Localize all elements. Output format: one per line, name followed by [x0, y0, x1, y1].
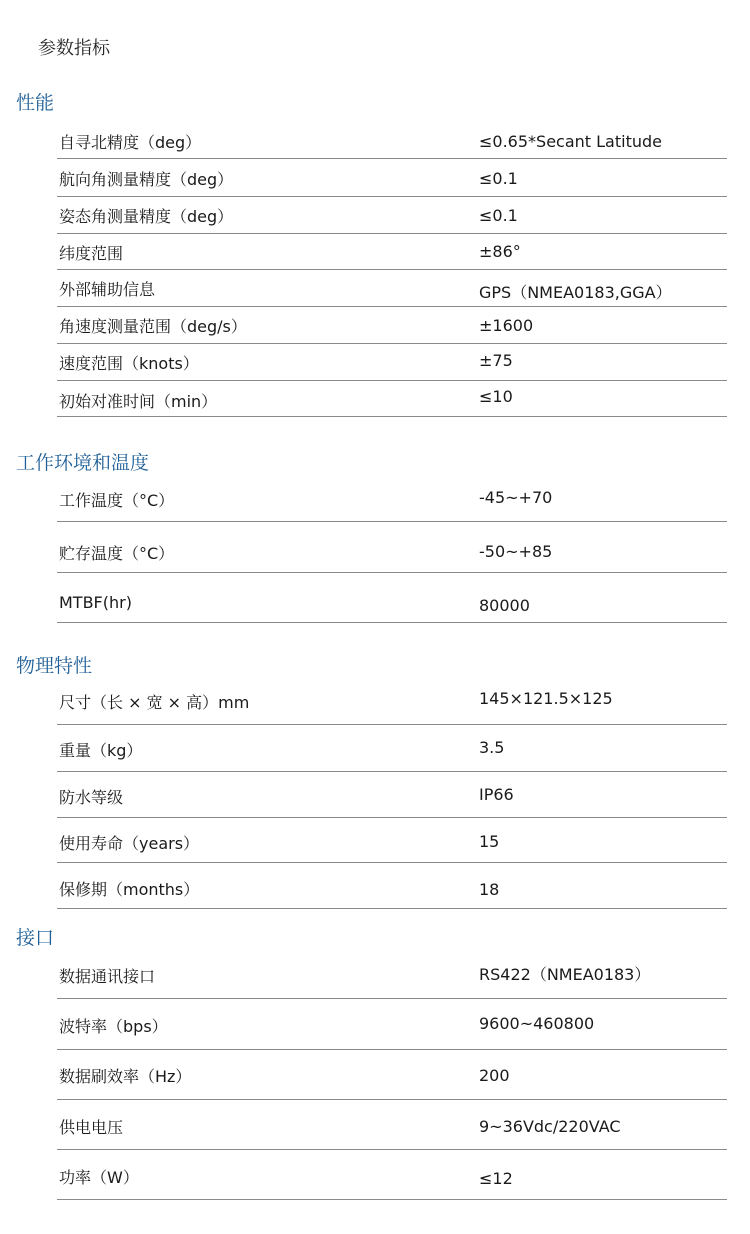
spec-label: 数据通讯接口: [59, 967, 156, 986]
spec-row: [57, 124, 727, 159]
section-title-performance: 性能: [16, 92, 55, 114]
spec-row: [57, 573, 727, 623]
spec-row: [57, 675, 727, 725]
spec-value: GPS（NMEA0183,GGA）: [479, 283, 672, 302]
spec-row: [57, 1050, 727, 1100]
spec-value: ≤12: [479, 1169, 513, 1188]
spec-row: [57, 470, 727, 522]
spec-value: 3.5: [479, 738, 505, 757]
spec-label: 速度范围（knots）: [59, 354, 199, 373]
spec-value: 80000: [479, 596, 530, 615]
page-title: 参数指标: [38, 38, 110, 59]
spec-row: [57, 270, 727, 307]
spec-label: 工作温度（°C）: [59, 491, 175, 510]
spec-label: 贮存温度（°C）: [59, 544, 175, 563]
spec-value: -50~+85: [479, 542, 553, 561]
spec-label: MTBF(hr): [59, 593, 132, 612]
spec-row: [57, 999, 727, 1050]
spec-value: 200: [479, 1066, 510, 1085]
spec-row: [57, 772, 727, 818]
spec-label: 重量（kg）: [59, 741, 143, 760]
spec-value: ±1600: [479, 316, 534, 335]
spec-label: 数据刷效率（Hz）: [59, 1067, 192, 1086]
section-title-physical: 物理特性: [16, 655, 93, 677]
spec-row: [57, 197, 727, 234]
spec-value: IP66: [479, 785, 514, 804]
spec-row: [57, 381, 727, 417]
spec-value: ≤0.65*Secant Latitude: [479, 132, 662, 151]
spec-value: ±75: [479, 351, 513, 370]
spec-row: [57, 818, 727, 863]
spec-row: [57, 1100, 727, 1150]
spec-row: [57, 725, 727, 772]
spec-label: 防水等级: [59, 788, 124, 807]
spec-value: RS422（NMEA0183）: [479, 965, 651, 984]
spec-row: [57, 522, 727, 573]
spec-value: 9~36Vdc/220VAC: [479, 1117, 621, 1136]
spec-label: 波特率（bps）: [59, 1017, 168, 1036]
spec-label: 使用寿命（years）: [59, 834, 200, 853]
spec-label: 角速度测量范围（deg/s）: [59, 317, 247, 336]
spec-label: 自寻北精度（deg）: [59, 133, 202, 152]
section-title-environment: 工作环境和温度: [16, 452, 150, 474]
spec-value: -45~+70: [479, 488, 553, 507]
spec-label: 供电电压: [59, 1118, 124, 1137]
spec-label: 外部辅助信息: [59, 280, 156, 299]
spec-row: [57, 234, 727, 270]
spec-row: [57, 1150, 727, 1200]
spec-label: 尺寸（长 × 宽 × 高）mm: [59, 693, 250, 712]
spec-label: 姿态角测量精度（deg）: [59, 207, 234, 226]
spec-label: 航向角测量精度（deg）: [59, 170, 234, 189]
spec-value: 15: [479, 832, 500, 851]
spec-label: 功率（W）: [59, 1168, 139, 1187]
section-title-interface: 接口: [16, 927, 55, 949]
spec-value: 18: [479, 880, 500, 899]
spec-value: 145×121.5×125: [479, 689, 613, 708]
spec-value: ≤10: [479, 387, 513, 406]
spec-row: [57, 863, 727, 909]
spec-value: ≤0.1: [479, 169, 518, 188]
spec-value: ≤0.1: [479, 206, 518, 225]
spec-label: 保修期（months）: [59, 880, 200, 899]
spec-row: [57, 344, 727, 381]
spec-value: 9600~460800: [479, 1014, 595, 1033]
spec-row: [57, 947, 727, 999]
spec-row: [57, 307, 727, 344]
spec-value: ±86°: [479, 242, 521, 261]
spec-label: 初始对准时间（min）: [59, 392, 218, 411]
spec-row: [57, 159, 727, 197]
spec-label: 纬度范围: [59, 244, 124, 263]
